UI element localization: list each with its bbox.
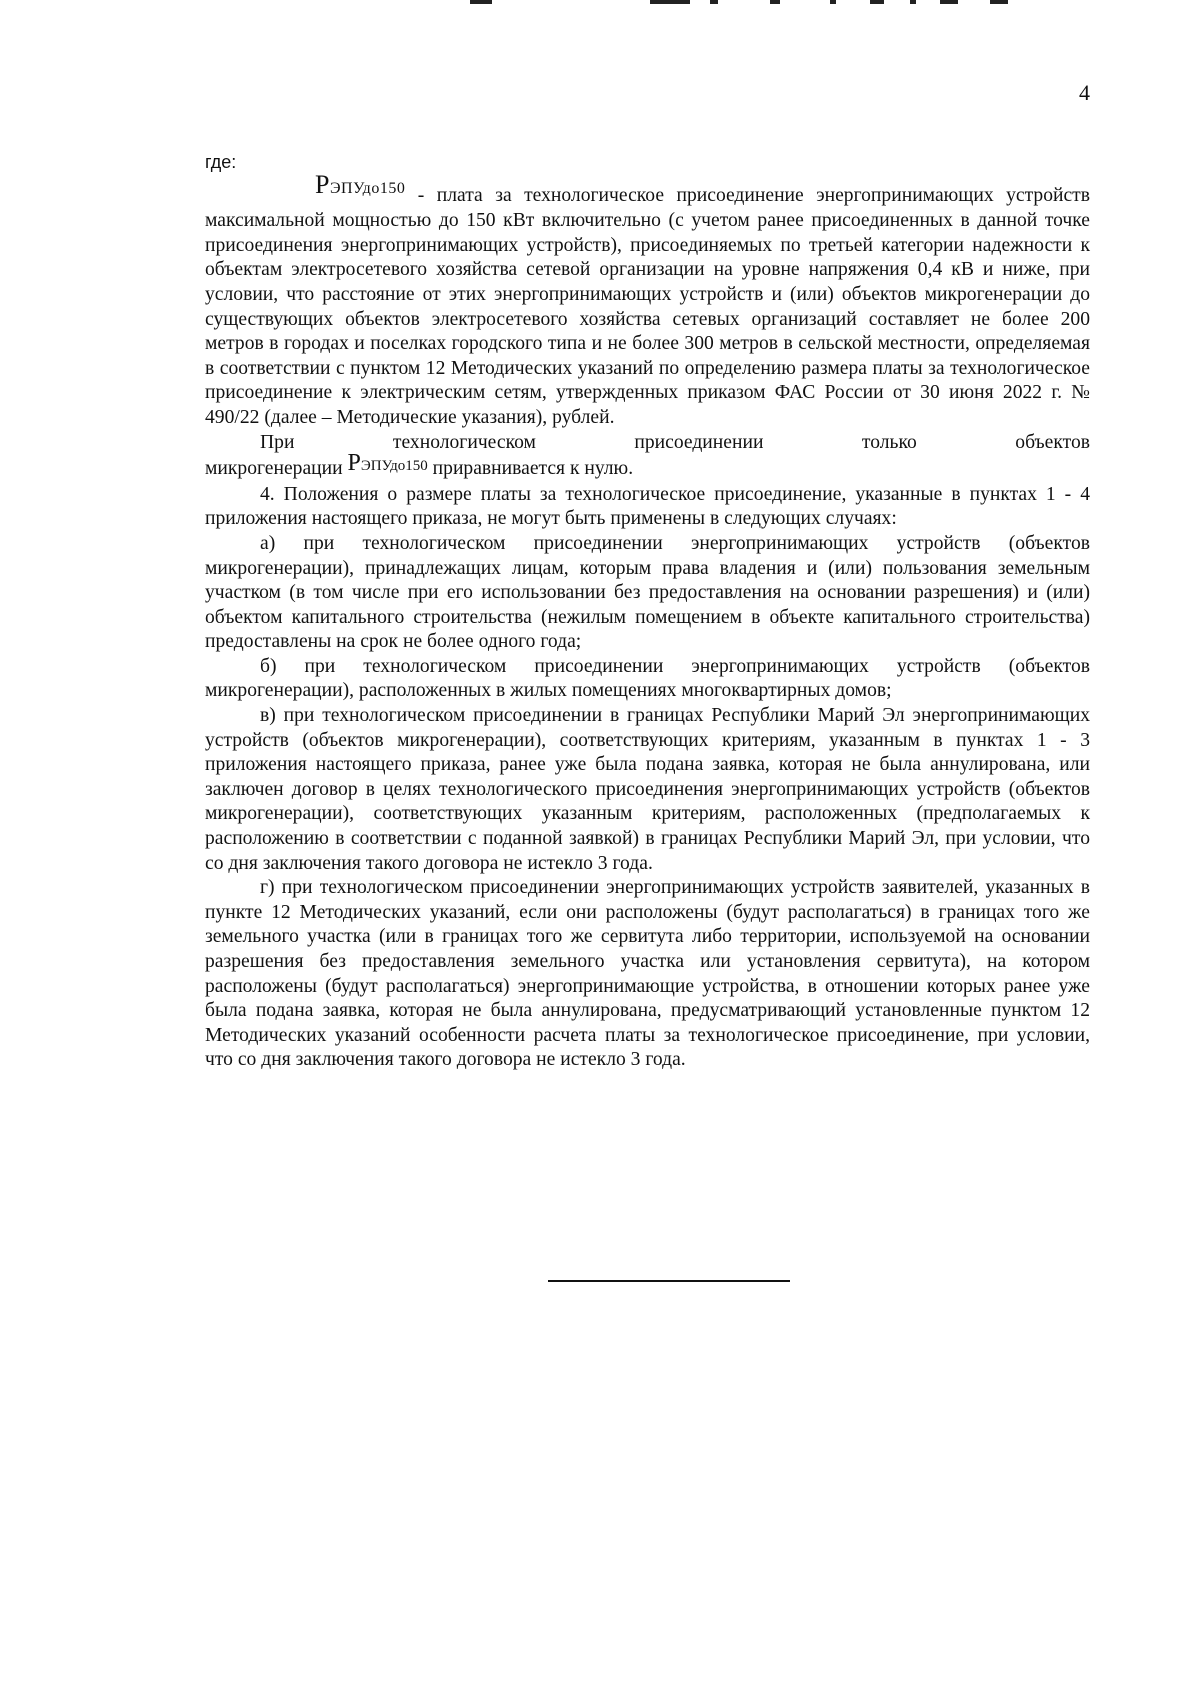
paragraph-4b: б) при технологическом присоединении энергопринимающих устройств (объектов микрогенерации), расположенных в жилых помещениях многоквартирных домов;: [205, 655, 1090, 702]
page-number: 4: [1079, 80, 1090, 105]
formula-symbol-inline-main: Р: [347, 450, 361, 477]
paragraph-4a: а) при технологическом присоединении энергопринимающих устройств (объектов микрогенерации), принадлежащих лицам, которым права владения и (или) пользования земельным участком (в том числе при его использовании без предоставления на основании разрешения) и (или) объектом капитального строительства (нежилым помещением в объекте капитального строительства) предоставлены на срок не более одного года;: [205, 532, 1090, 653]
formula-symbol-inline-subscript: ЭПУдо150: [360, 458, 428, 475]
paragraph-4: 4. Положения о размере платы за технологическое присоединение, указанные в пунктах 1 - 4 приложения настоящего приказа, не могут быть применены в следующих случаях:: [205, 483, 1090, 530]
formula-symbol-subscript: ЭПУдо150: [329, 179, 406, 197]
definition-text: - плата за технологическое присоединение энергопринимающих устройств максимальной мощностью до 150 кВт включительно (с учетом ранее присоединенных в данной точке присоединения энергопринимающих устройств), присоединяемых по третьей категории надежности к объектам электросетевого хозяйства сетевой организации на уровне напряжения 0,4 кВ и ниже, при условии, что расстояние от этих энергопринимающих устройств и (или) объектов микрогенерации до существующих объектов электросетевого хозяйства сетевых организаций составляет не более 200 метров в городах и поселках городского типа и не более 300 метров в сельской местности, определяемая в соответствии с пунктом 12 Методических указаний по определению размера платы за технологическое присоединение к электрическим сетям, утвержденных приказом ФАС России от 30 июня 2022 г. № 490/22 (далее – Методические указания), рублей.: [205, 184, 1090, 428]
end-of-document-rule: [548, 1280, 790, 1282]
formula-symbol: [260, 169, 406, 202]
paragraph-4g: г) при технологическом присоединении энергопринимающих устройств заявителей, указанных в пункте 12 Методических указаний, если они расположены (будут располагаться) в границах того же земельного участка (или в границах того же сервитута либо территории, используемой на основании разрешения без предоставления земельного участка или установления сервитута), на котором расположены (будут располагаться) энергопринимающие устройства, в отношении которых ранее уже была подана заявка, которая не была аннулирована, предусматривающий установленные пунктом 12 Методических указаний особенности расчета платы за технологическое присоединение, при условии, что со дня заключения такого договора не истекло 3 года.: [205, 877, 1090, 1071]
microgeneration-text-after: приравнивается к нулю.: [427, 458, 634, 480]
document-body: [205, 150, 1090, 1073]
scan-artifact: [470, 0, 1030, 6]
microgeneration-line-1: При технологическом присоединении только объектов: [260, 431, 1090, 453]
microgeneration-text-before: микрогенерации: [205, 458, 348, 480]
formula-symbol-inline: [348, 451, 428, 479]
definition-paragraph: [205, 169, 1090, 431]
microgeneration-line-2: [205, 450, 1090, 483]
intro-word: где:: [205, 152, 237, 172]
formula-symbol-main: Р: [315, 169, 330, 199]
paragraph-4v: в) при технологическом присоединении в границах Республики Марий Эл энергопринимающих устройств (объектов микрогенерации), соответствующих критериям, указанным в пунктах 1 - 3 приложения настоящего приказа, ранее уже была подана заявка, которая не была аннулирована, или заключен договор в целях технологического присоединения энергопринимающих устройств (объектов микрогенерации), соответствующих указанным критериям, расположенных (предполагаемых к расположению в соответствии с поданной заявкой) в границах Республики Марий Эл, при условии, что со дня заключения такого договора не истекло 3 года.: [205, 705, 1090, 874]
